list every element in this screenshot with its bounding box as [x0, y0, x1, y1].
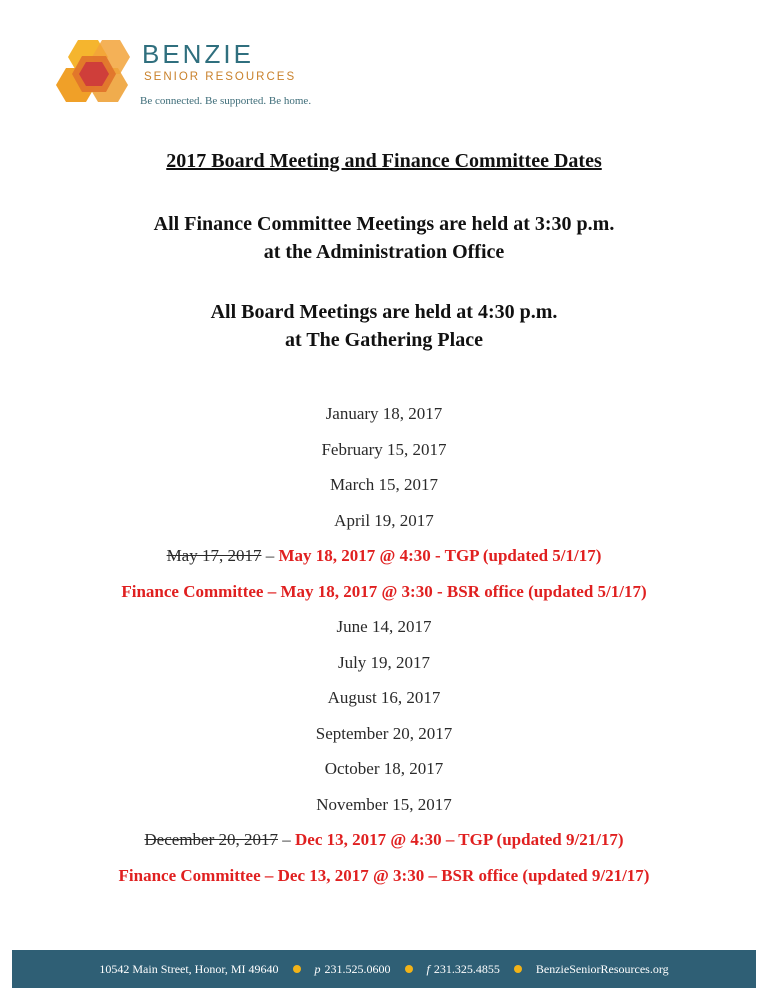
date-may-board [0, 538, 768, 574]
date-june: June 14, 2017 [336, 617, 432, 636]
logo [56, 36, 356, 116]
fax-number: 231.325.4855 [433, 961, 500, 976]
date-march: March 15, 2017 [329, 475, 439, 494]
logo-name: BENZIE [142, 39, 254, 69]
footer-website[interactable]: BenzieSeniorResources.org [535, 961, 669, 976]
footer-address: 10542 Main Street, Honor, MI 49640 [99, 961, 279, 976]
date-may-updated: May 18, 2017 @ 4:30 - TGP (updated 5/1/17) [278, 546, 602, 565]
phone-number: 231.525.0600 [324, 961, 391, 976]
board-meeting-info [0, 298, 768, 354]
finance-meeting-info [0, 210, 768, 266]
date-october: October 18, 2017 [324, 759, 444, 778]
date-september: September 20, 2017 [315, 723, 453, 743]
finance-info-line1: All Finance Committee Meetings are held at 3:30 p.m. [153, 213, 615, 235]
date-july: July 19, 2017 [337, 652, 431, 672]
date-may-cancelled: May 17, 2017 [166, 546, 262, 565]
meeting-dates-list [0, 396, 768, 893]
bullet-icon [514, 965, 522, 973]
date-april: April 19, 2017 [334, 510, 434, 530]
date-december-separator: – [278, 830, 295, 849]
date-february: February 15, 2017 [321, 439, 447, 459]
date-december-cancelled: December 20, 2017 [144, 830, 278, 849]
date-november: November 15, 2017 [316, 794, 452, 814]
date-may-separator: – [261, 546, 279, 565]
phone-prefix: p [314, 961, 321, 976]
date-december-board [0, 822, 768, 858]
finance-info-line2: at the Administration Office [263, 241, 505, 263]
footer-bar [12, 950, 756, 988]
date-may-finance: Finance Committee – May 18, 2017 @ 3:30 - BSR office (updated 5/1/17) [121, 581, 647, 601]
bullet-icon [293, 965, 301, 973]
footer-phone [315, 962, 391, 977]
date-december-finance: Finance Committee – Dec 13, 2017 @ 3:30 – BSR office (updated 9/21/17) [118, 865, 650, 885]
hexagon-logo-icon [56, 38, 134, 110]
logo-tagline: Be connected. Be supported. Be home. [140, 95, 312, 107]
fax-prefix: f [426, 961, 430, 976]
board-info-line2: at The Gathering Place [285, 329, 483, 351]
bullet-icon [405, 965, 413, 973]
date-december-updated: Dec 13, 2017 @ 4:30 – TGP (updated 9/21/17) [295, 830, 624, 849]
date-august: August 16, 2017 [327, 688, 441, 707]
page-title: 2017 Board Meeting and Finance Committee Dates [166, 150, 602, 172]
board-info-line1: All Board Meetings are held at 4:30 p.m. [210, 301, 558, 323]
date-january: January 18, 2017 [325, 404, 443, 423]
footer-fax [427, 962, 500, 977]
logo-subtitle: SENIOR RESOURCES [144, 71, 297, 83]
